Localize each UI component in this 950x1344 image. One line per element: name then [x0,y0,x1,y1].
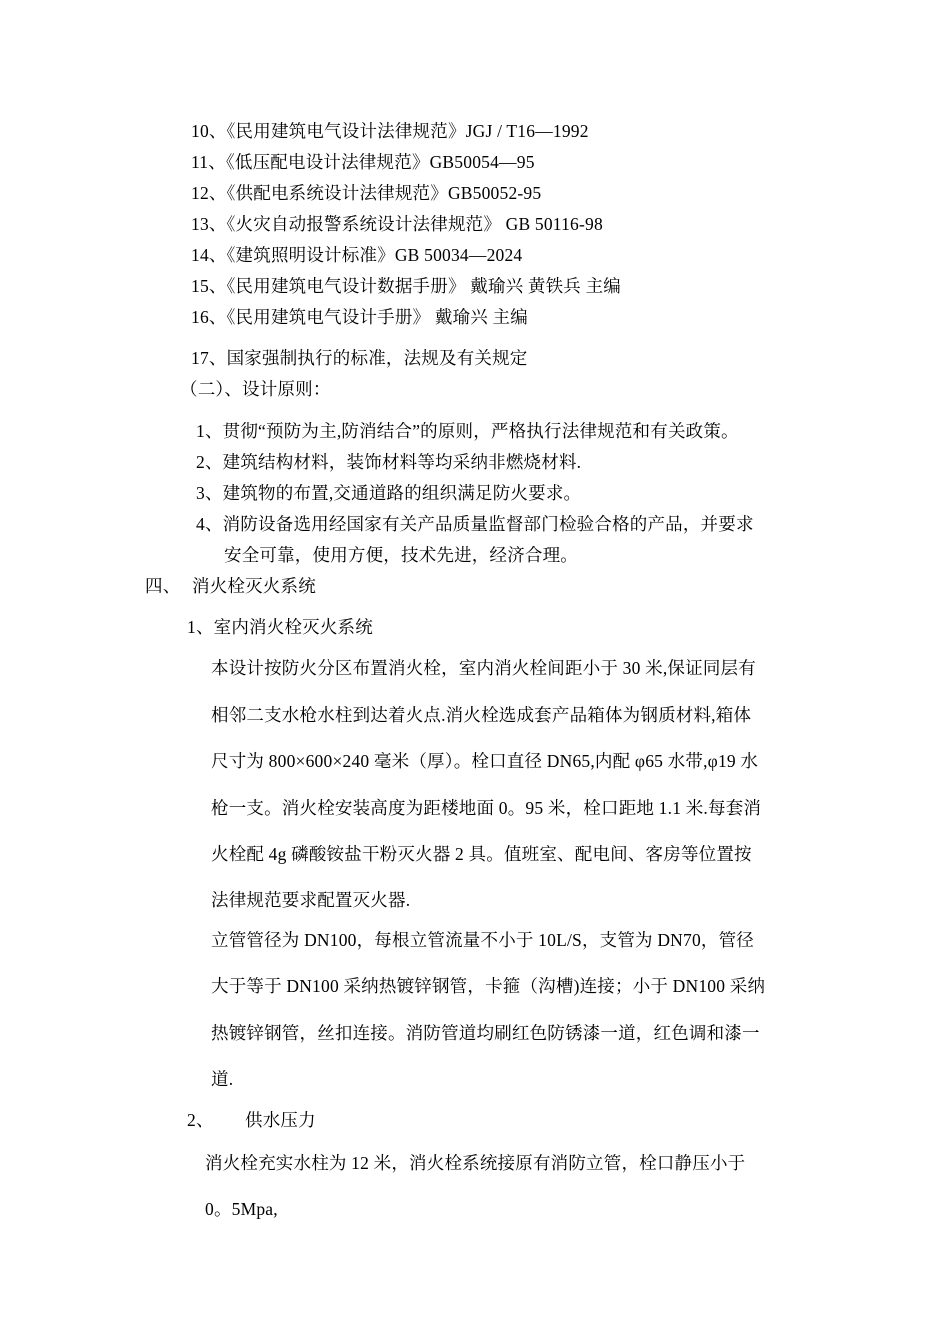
subsection-title: 供水压力 [245,1110,316,1130]
design-principles-heading: （二）、设计原则： [180,379,331,399]
paragraph-line: 相邻二支水枪水柱到达着火点.消火栓选成套产品箱体为钢质材料,箱体 [211,705,752,725]
paragraph-line: 0。5Mpa, [205,1199,278,1219]
reference-item: 14、《建筑照明设计标准》GB 50034—2024 [191,245,523,265]
reference-item: 11、《低压配电设计法律规范》GB50054—95 [191,152,535,172]
reference-item: 13、《火灾自动报警系统设计法律规范》 GB 50116-98 [191,214,603,234]
paragraph-line: 道. [211,1069,234,1089]
reference-item: 16、《民用建筑电气设计手册》 戴瑜兴 主编 [191,307,528,327]
paragraph-line: 枪一支。消火栓安装高度为距楼地面 0。95 米，栓口距地 1.1 米.每套消 [211,798,762,818]
reference-item: 17、国家强制执行的标准，法规及有关规定 [191,348,528,368]
principle-item-continuation: 安全可靠，使用方便，技术先进，经济合理。 [224,545,578,565]
paragraph-line: 消火栓充实水柱为 12 米，消火栓系统接原有消防立管，栓口静压小于 [205,1153,746,1173]
subsection-heading: 1、室内消火栓灭火系统 [187,617,373,637]
paragraph-line: 尺寸为 800×600×240 毫米（厚）。栓口直径 DN65,内配 φ65 水带,φ19 水 [211,751,759,771]
paragraph-line: 热镀锌钢管，丝扣连接。消防管道均刷红色防锈漆一道，红色调和漆一 [211,1023,760,1043]
paragraph-line: 法律规范要求配置灭火器. [211,890,411,910]
reference-item: 15、《民用建筑电气设计数据手册》 戴瑜兴 黄铁兵 主编 [191,276,621,296]
reference-item: 12、《供配电系统设计法律规范》GB50052-95 [191,183,542,203]
paragraph-line: 火栓配 4g 磷酸铵盐干粉灭火器 2 具。值班室、配电间、客房等位置按 [211,844,752,864]
paragraph-line: 立管管径为 DN100，每根立管流量不小于 10L/S，支管为 DN70，管径 [211,930,755,950]
section-number: 四、 [145,576,181,596]
principle-item: 2、建筑结构材料，装饰材料等均采纳非燃烧材料. [196,452,582,472]
reference-item: 10、《民用建筑电气设计法律规范》JGJ / T16—1992 [191,121,589,141]
paragraph-line: 大于等于 DN100 采纳热镀锌钢管，卡箍（沟槽)连接；小于 DN100 采纳 [211,976,766,996]
section-title: 消火栓灭火系统 [192,576,316,596]
subsection-number: 2、 [187,1110,214,1130]
principle-item: 1、贯彻“预防为主,防消结合”的原则，严格执行法律规范和有关政策。 [196,421,739,441]
principle-item: 4、消防设备选用经国家有关产品质量监督部门检验合格的产品，并要求 [196,514,754,534]
principle-item: 3、建筑物的布置,交通道路的组织满足防火要求。 [196,483,582,503]
paragraph-line: 本设计按防火分区布置消火栓，室内消火栓间距小于 30 米,保证同层有 [211,658,756,678]
